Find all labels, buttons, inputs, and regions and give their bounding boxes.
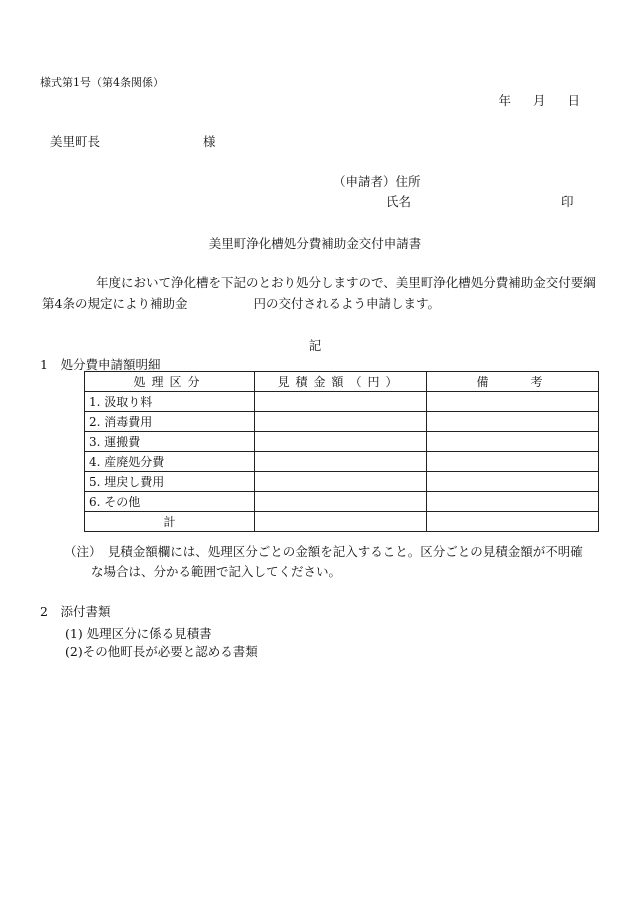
table-row xyxy=(85,412,599,432)
table-row xyxy=(85,472,599,492)
header-estimate: 見積金額（円） xyxy=(255,372,427,392)
section1-title: 1 処分費申請額明細 xyxy=(40,357,161,372)
date-year: 年 xyxy=(498,93,511,108)
remarks-cell[interactable] xyxy=(427,392,599,412)
body-text-part2: 円の交付されるよう申請します。 xyxy=(253,296,440,311)
note-line2: な場合は、分かる範囲で記入してください。 xyxy=(91,564,342,579)
date-day: 日 xyxy=(567,93,580,108)
estimate-cell[interactable] xyxy=(255,492,427,512)
section2-title: 2 添付書類 xyxy=(40,604,111,619)
expense-detail-table xyxy=(84,371,599,532)
document-title: 美里町浄化槽処分費補助金交付申請書 xyxy=(208,236,422,251)
form-number-label: 様式第1号（第4条関係） xyxy=(40,76,164,89)
applicant-name-label: 氏名 xyxy=(386,194,412,209)
attachment-item: (1) 処理区分に係る見積書 xyxy=(65,626,212,641)
remarks-cell[interactable] xyxy=(427,472,599,492)
application-body xyxy=(42,272,602,314)
total-remarks-cell[interactable] xyxy=(427,512,599,532)
applicant-address-label: （申請者）住所 xyxy=(333,174,421,189)
seal-mark: 印 xyxy=(561,194,574,209)
header-remarks: 備 考 xyxy=(427,372,599,392)
estimate-cell[interactable] xyxy=(255,472,427,492)
estimate-cell[interactable] xyxy=(255,412,427,432)
addressee-name: 美里町長 xyxy=(50,134,101,149)
table-row xyxy=(85,392,599,412)
row-label: 6. その他 xyxy=(85,492,255,512)
remarks-cell[interactable] xyxy=(427,432,599,452)
estimate-cell[interactable] xyxy=(255,392,427,412)
attachment-item: (2)その他町長が必要と認める書類 xyxy=(65,644,258,659)
estimate-cell[interactable] xyxy=(255,432,427,452)
table-header-row xyxy=(85,372,599,392)
row-label: 2. 消毒費用 xyxy=(85,412,255,432)
header-category: 処理区分 xyxy=(85,372,255,392)
table-row xyxy=(85,452,599,472)
total-label: 計 xyxy=(85,512,255,532)
table-total-row xyxy=(85,512,599,532)
remarks-cell[interactable] xyxy=(427,492,599,512)
addressee-honorific: 様 xyxy=(203,134,216,149)
remarks-cell[interactable] xyxy=(427,412,599,432)
row-label: 5. 埋戻し費用 xyxy=(85,472,255,492)
table-row xyxy=(85,432,599,452)
total-estimate-cell[interactable] xyxy=(255,512,427,532)
estimate-cell[interactable] xyxy=(255,452,427,472)
row-label: 3. 運搬費 xyxy=(85,432,255,452)
ki-heading: 記 xyxy=(308,338,322,353)
table-row xyxy=(85,492,599,512)
row-label: 1. 汲取り料 xyxy=(85,392,255,412)
date-month: 月 xyxy=(532,93,546,108)
row-label: 4. 産廃処分費 xyxy=(85,452,255,472)
remarks-cell[interactable] xyxy=(427,452,599,472)
note-line1: （注） 見積金額欄には、処理区分ごとの金額を記入すること。区分ごとの見積金額が不明確 xyxy=(64,544,583,559)
date-line xyxy=(498,91,580,109)
body-text-part1: 年度において浄化槽を下記のとおり処分しますので、美里町浄化槽処分費補助金交付要綱第4条の規定により補助金 xyxy=(42,275,596,311)
